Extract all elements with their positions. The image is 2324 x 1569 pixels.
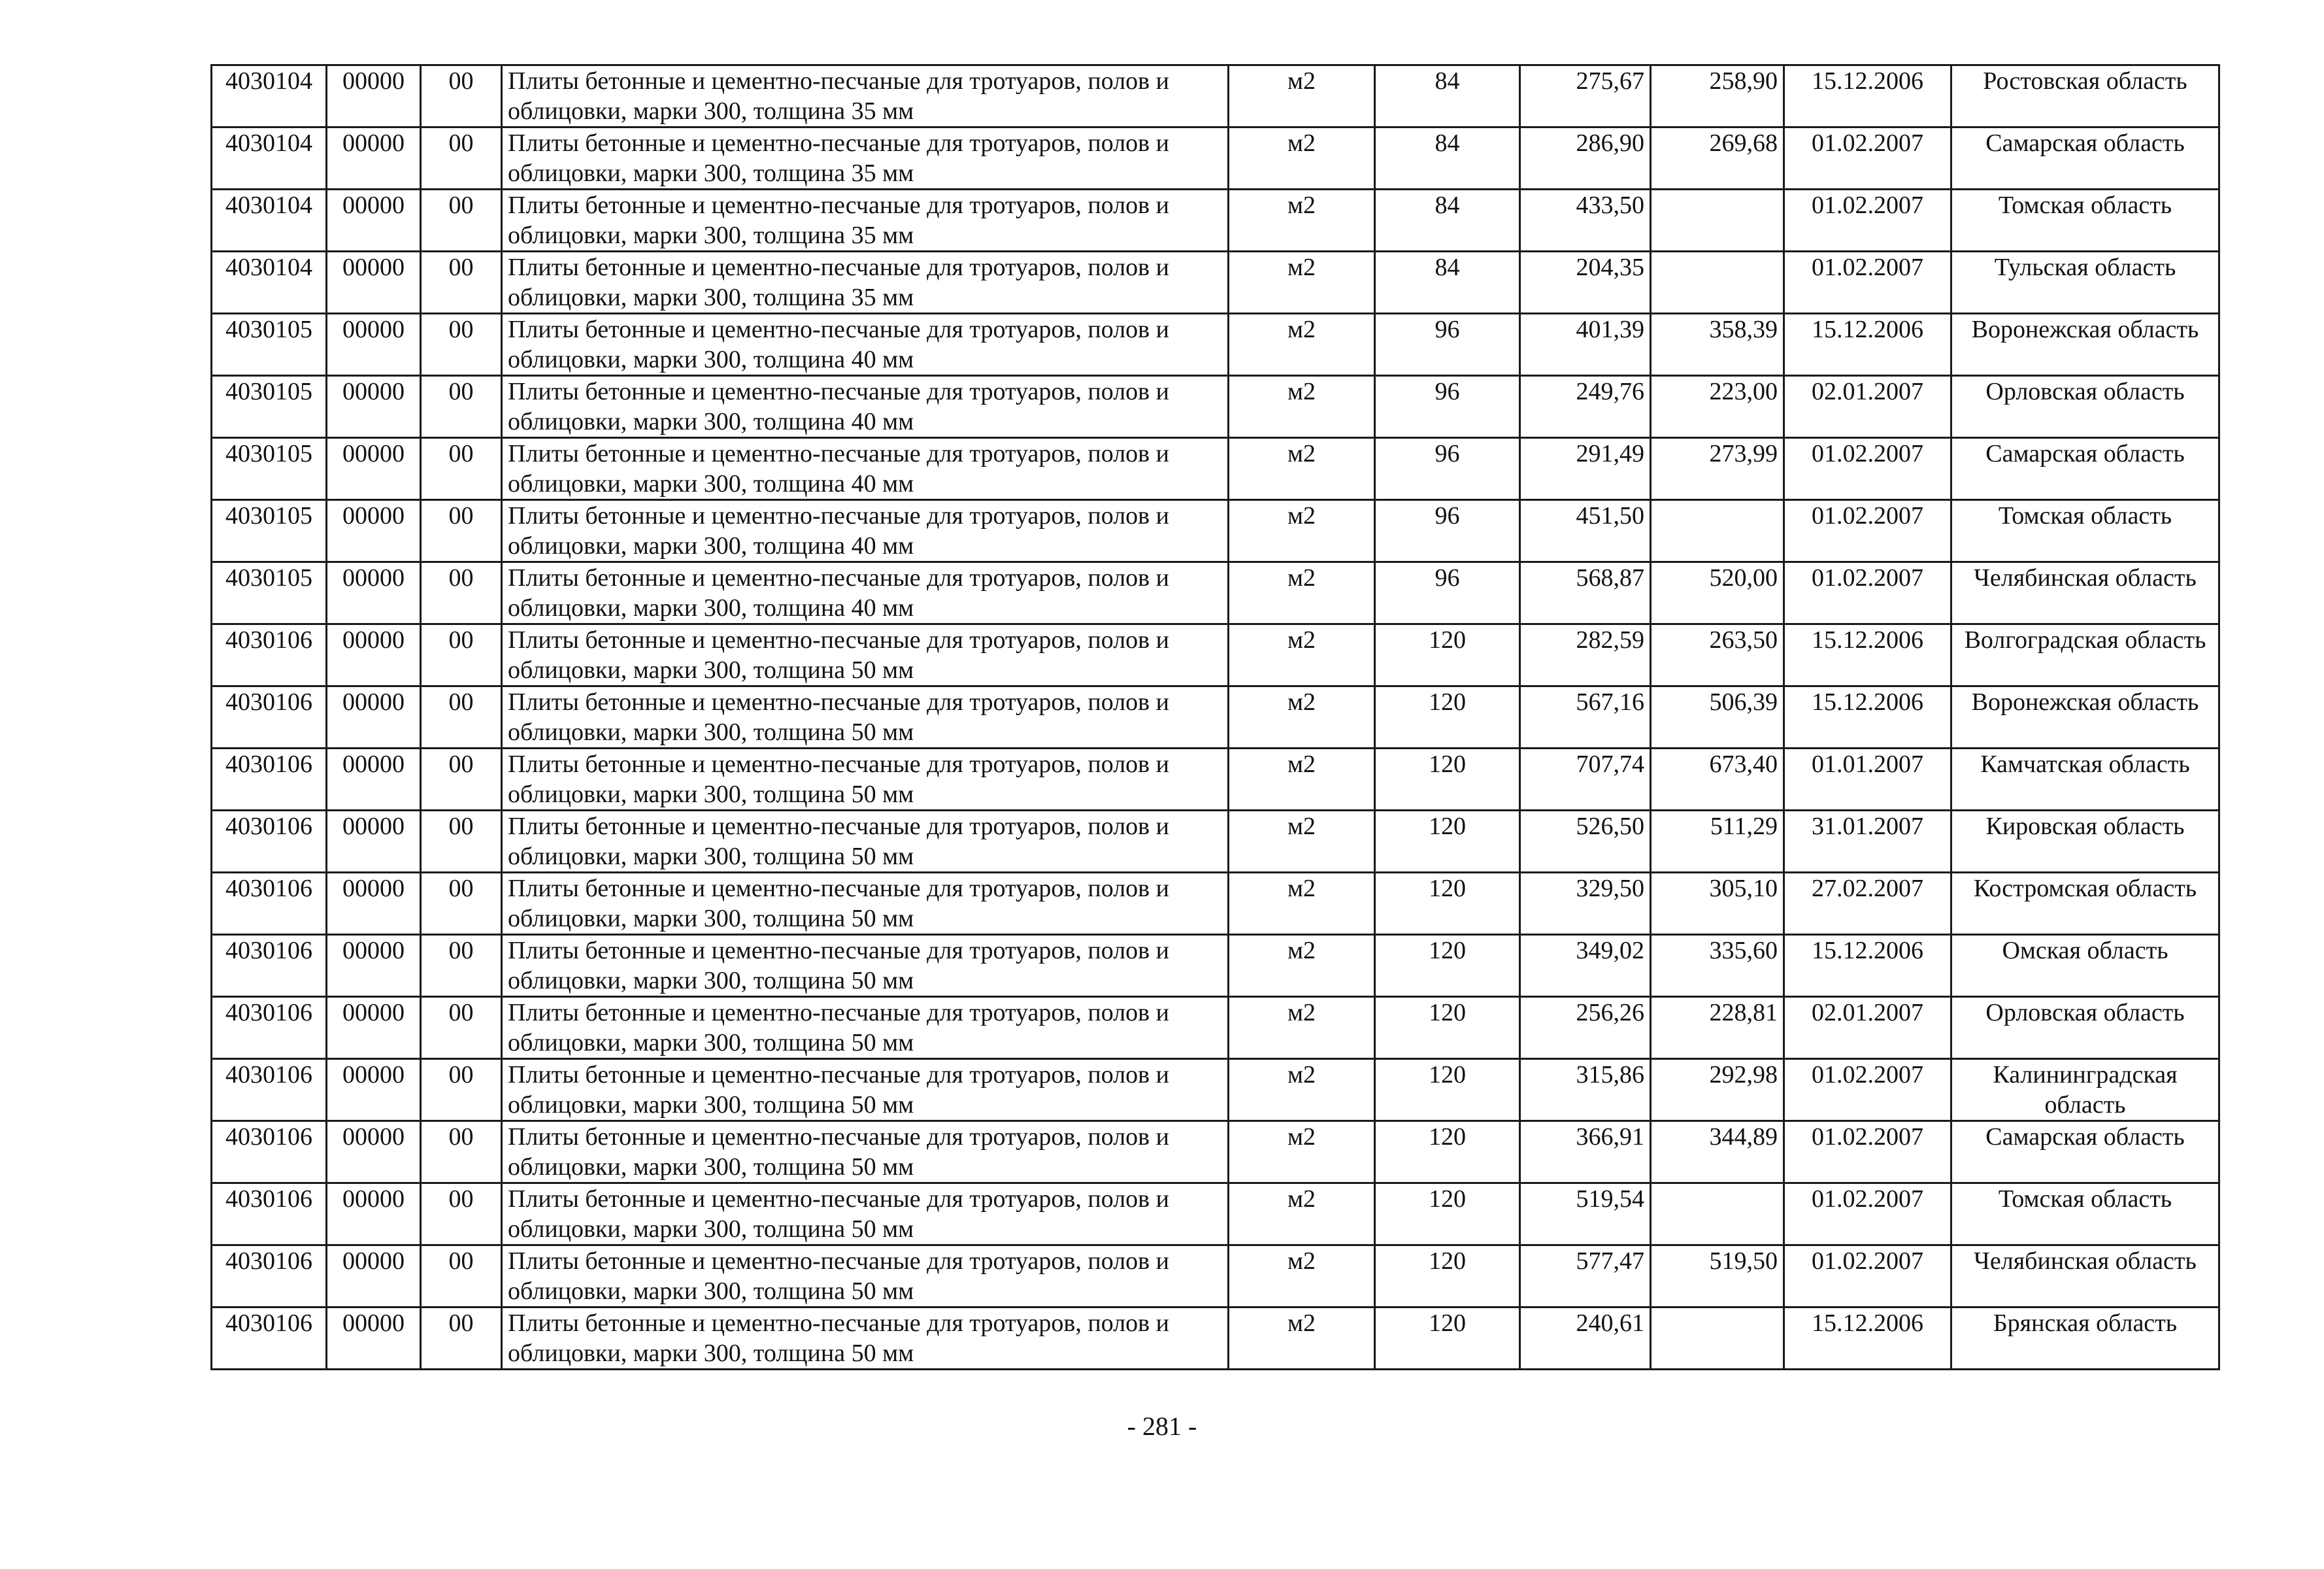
- region-cell: Томская область: [1951, 1183, 2219, 1245]
- region-cell: Самарская область: [1951, 127, 2219, 190]
- item-subcode-cell: 00000: [327, 935, 421, 997]
- item-subcode2-cell: 00: [421, 624, 502, 686]
- quantity-cell: 120: [1375, 624, 1520, 686]
- table-row: [212, 686, 2219, 749]
- quantity-cell: 84: [1375, 252, 1520, 314]
- item-code-cell: 4030105: [212, 314, 327, 376]
- price-cell: 275,67: [1520, 65, 1651, 127]
- item-subcode-cell: 00000: [327, 500, 421, 562]
- unit-cell: м2: [1229, 65, 1375, 127]
- quantity-cell: 120: [1375, 1121, 1520, 1183]
- date-cell: 15.12.2006: [1784, 65, 1951, 127]
- item-code-cell: 4030105: [212, 562, 327, 624]
- unit-cell: м2: [1229, 997, 1375, 1059]
- item-subcode2-cell: 00: [421, 500, 502, 562]
- item-code-cell: 4030105: [212, 438, 327, 500]
- item-subcode2-cell: 00: [421, 314, 502, 376]
- item-subcode2-cell: 00: [421, 1245, 502, 1308]
- date-cell: 01.02.2007: [1784, 1183, 1951, 1245]
- quantity-cell: 120: [1375, 1183, 1520, 1245]
- region-cell: Костромская область: [1951, 873, 2219, 935]
- price-without-vat-cell: [1651, 500, 1784, 562]
- table-row: [212, 438, 2219, 500]
- price-without-vat-cell: [1651, 1183, 1784, 1245]
- price-without-vat-cell: 263,50: [1651, 624, 1784, 686]
- unit-cell: м2: [1229, 127, 1375, 190]
- price-without-vat-cell: [1651, 252, 1784, 314]
- price-without-vat-cell: 335,60: [1651, 935, 1784, 997]
- item-code-cell: 4030105: [212, 500, 327, 562]
- price-without-vat-cell: 258,90: [1651, 65, 1784, 127]
- date-cell: 01.01.2007: [1784, 749, 1951, 811]
- item-code-cell: 4030106: [212, 1059, 327, 1121]
- table-row: [212, 749, 2219, 811]
- item-subcode-cell: 00000: [327, 1308, 421, 1370]
- unit-cell: м2: [1229, 252, 1375, 314]
- quantity-cell: 120: [1375, 997, 1520, 1059]
- unit-cell: м2: [1229, 314, 1375, 376]
- item-subcode-cell: 00000: [327, 686, 421, 749]
- item-code-cell: 4030106: [212, 1245, 327, 1308]
- description-cell: Плиты бетонные и цементно-песчаные для тротуаров, полов и облицовки, марки 300, толщина 50 мм: [502, 811, 1229, 873]
- unit-cell: м2: [1229, 1059, 1375, 1121]
- description-cell: Плиты бетонные и цементно-песчаные для тротуаров, полов и облицовки, марки 300, толщина 35 мм: [502, 190, 1229, 252]
- item-subcode-cell: 00000: [327, 127, 421, 190]
- price-without-vat-cell: 273,99: [1651, 438, 1784, 500]
- price-without-vat-cell: 228,81: [1651, 997, 1784, 1059]
- description-cell: Плиты бетонные и цементно-песчаные для тротуаров, полов и облицовки, марки 300, толщина 50 мм: [502, 997, 1229, 1059]
- quantity-cell: 84: [1375, 65, 1520, 127]
- region-cell: Калининградская область: [1951, 1059, 2219, 1121]
- date-cell: 01.02.2007: [1784, 438, 1951, 500]
- item-subcode2-cell: 00: [421, 811, 502, 873]
- item-subcode2-cell: 00: [421, 1183, 502, 1245]
- price-cell: 204,35: [1520, 252, 1651, 314]
- item-subcode-cell: 00000: [327, 624, 421, 686]
- region-cell: Воронежская область: [1951, 314, 2219, 376]
- item-subcode2-cell: 00: [421, 376, 502, 438]
- description-cell: Плиты бетонные и цементно-песчаные для тротуаров, полов и облицовки, марки 300, толщина 40 мм: [502, 500, 1229, 562]
- description-cell: Плиты бетонные и цементно-песчаные для тротуаров, полов и облицовки, марки 300, толщина 35 мм: [502, 252, 1229, 314]
- price-cell: 282,59: [1520, 624, 1651, 686]
- item-subcode-cell: 00000: [327, 873, 421, 935]
- price-cell: 568,87: [1520, 562, 1651, 624]
- price-without-vat-cell: 673,40: [1651, 749, 1784, 811]
- price-cell: 526,50: [1520, 811, 1651, 873]
- region-cell: Тульская область: [1951, 252, 2219, 314]
- date-cell: 01.02.2007: [1784, 500, 1951, 562]
- table-row: [212, 997, 2219, 1059]
- item-subcode2-cell: 00: [421, 686, 502, 749]
- table-row: [212, 314, 2219, 376]
- table-row: [212, 127, 2219, 190]
- price-cell: 707,74: [1520, 749, 1651, 811]
- table-row: [212, 65, 2219, 127]
- item-subcode2-cell: 00: [421, 127, 502, 190]
- price-cell: 256,26: [1520, 997, 1651, 1059]
- item-code-cell: 4030104: [212, 252, 327, 314]
- table-row: [212, 252, 2219, 314]
- item-code-cell: 4030106: [212, 1308, 327, 1370]
- region-cell: Волгоградская область: [1951, 624, 2219, 686]
- quantity-cell: 120: [1375, 811, 1520, 873]
- item-subcode2-cell: 00: [421, 997, 502, 1059]
- description-cell: Плиты бетонные и цементно-песчаные для тротуаров, полов и облицовки, марки 300, толщина 50 мм: [502, 935, 1229, 997]
- date-cell: 15.12.2006: [1784, 314, 1951, 376]
- unit-cell: м2: [1229, 1245, 1375, 1308]
- price-cell: 366,91: [1520, 1121, 1651, 1183]
- region-cell: Кировская область: [1951, 811, 2219, 873]
- description-cell: Плиты бетонные и цементно-песчаные для тротуаров, полов и облицовки, марки 300, толщина 50 мм: [502, 749, 1229, 811]
- unit-cell: м2: [1229, 562, 1375, 624]
- quantity-cell: 120: [1375, 1245, 1520, 1308]
- table-row: [212, 811, 2219, 873]
- description-cell: Плиты бетонные и цементно-песчаные для тротуаров, полов и облицовки, марки 300, толщина 50 мм: [502, 1059, 1229, 1121]
- table-row: [212, 1059, 2219, 1121]
- item-subcode2-cell: 00: [421, 190, 502, 252]
- price-cell: 329,50: [1520, 873, 1651, 935]
- description-cell: Плиты бетонные и цементно-песчаные для тротуаров, полов и облицовки, марки 300, толщина 40 мм: [502, 314, 1229, 376]
- item-code-cell: 4030106: [212, 749, 327, 811]
- date-cell: 01.02.2007: [1784, 562, 1951, 624]
- price-cell: 519,54: [1520, 1183, 1651, 1245]
- table-row: [212, 376, 2219, 438]
- unit-cell: м2: [1229, 500, 1375, 562]
- item-subcode-cell: 00000: [327, 997, 421, 1059]
- date-cell: 01.02.2007: [1784, 127, 1951, 190]
- item-subcode-cell: 00000: [327, 314, 421, 376]
- price-cell: 401,39: [1520, 314, 1651, 376]
- item-subcode-cell: 00000: [327, 1183, 421, 1245]
- unit-cell: м2: [1229, 935, 1375, 997]
- item-subcode-cell: 00000: [327, 65, 421, 127]
- item-subcode2-cell: 00: [421, 749, 502, 811]
- item-code-cell: 4030106: [212, 873, 327, 935]
- description-cell: Плиты бетонные и цементно-песчаные для тротуаров, полов и облицовки, марки 300, толщина 40 мм: [502, 376, 1229, 438]
- quantity-cell: 120: [1375, 873, 1520, 935]
- item-subcode-cell: 00000: [327, 1059, 421, 1121]
- date-cell: 01.02.2007: [1784, 252, 1951, 314]
- date-cell: 15.12.2006: [1784, 1308, 1951, 1370]
- region-cell: Челябинская область: [1951, 1245, 2219, 1308]
- price-cell: 315,86: [1520, 1059, 1651, 1121]
- quantity-cell: 96: [1375, 500, 1520, 562]
- price-table: [210, 64, 2220, 1370]
- region-cell: Самарская область: [1951, 438, 2219, 500]
- page-number: - 281 -: [1127, 1411, 1197, 1441]
- date-cell: 31.01.2007: [1784, 811, 1951, 873]
- description-cell: Плиты бетонные и цементно-песчаные для тротуаров, полов и облицовки, марки 300, толщина 50 мм: [502, 1308, 1229, 1370]
- table-body: [212, 65, 2219, 1370]
- unit-cell: м2: [1229, 686, 1375, 749]
- unit-cell: м2: [1229, 1183, 1375, 1245]
- item-subcode2-cell: 00: [421, 1121, 502, 1183]
- unit-cell: м2: [1229, 624, 1375, 686]
- region-cell: Воронежская область: [1951, 686, 2219, 749]
- item-code-cell: 4030106: [212, 811, 327, 873]
- unit-cell: м2: [1229, 1308, 1375, 1370]
- quantity-cell: 96: [1375, 314, 1520, 376]
- price-without-vat-cell: 519,50: [1651, 1245, 1784, 1308]
- description-cell: Плиты бетонные и цементно-песчаные для тротуаров, полов и облицовки, марки 300, толщина 40 мм: [502, 562, 1229, 624]
- item-subcode-cell: 00000: [327, 252, 421, 314]
- price-cell: 286,90: [1520, 127, 1651, 190]
- table-row: [212, 1308, 2219, 1370]
- item-code-cell: 4030106: [212, 1121, 327, 1183]
- unit-cell: м2: [1229, 749, 1375, 811]
- description-cell: Плиты бетонные и цементно-песчаные для тротуаров, полов и облицовки, марки 300, толщина 50 мм: [502, 624, 1229, 686]
- item-code-cell: 4030106: [212, 686, 327, 749]
- item-subcode-cell: 00000: [327, 190, 421, 252]
- region-cell: Томская область: [1951, 500, 2219, 562]
- item-subcode2-cell: 00: [421, 1059, 502, 1121]
- region-cell: Орловская область: [1951, 376, 2219, 438]
- item-code-cell: 4030106: [212, 1183, 327, 1245]
- price-cell: 291,49: [1520, 438, 1651, 500]
- region-cell: Самарская область: [1951, 1121, 2219, 1183]
- price-without-vat-cell: 292,98: [1651, 1059, 1784, 1121]
- region-cell: Брянская область: [1951, 1308, 2219, 1370]
- region-cell: Ростовская область: [1951, 65, 2219, 127]
- price-without-vat-cell: 344,89: [1651, 1121, 1784, 1183]
- item-subcode2-cell: 00: [421, 252, 502, 314]
- item-subcode2-cell: 00: [421, 562, 502, 624]
- quantity-cell: 120: [1375, 686, 1520, 749]
- description-cell: Плиты бетонные и цементно-песчаные для тротуаров, полов и облицовки, марки 300, толщина 50 мм: [502, 1245, 1229, 1308]
- region-cell: Томская область: [1951, 190, 2219, 252]
- item-subcode2-cell: 00: [421, 873, 502, 935]
- price-without-vat-cell: 269,68: [1651, 127, 1784, 190]
- description-cell: Плиты бетонные и цементно-песчаные для тротуаров, полов и облицовки, марки 300, толщина 50 мм: [502, 1183, 1229, 1245]
- price-cell: 577,47: [1520, 1245, 1651, 1308]
- item-code-cell: 4030105: [212, 376, 327, 438]
- item-code-cell: 4030104: [212, 127, 327, 190]
- unit-cell: м2: [1229, 1121, 1375, 1183]
- region-cell: Челябинская область: [1951, 562, 2219, 624]
- item-subcode2-cell: 00: [421, 1308, 502, 1370]
- price-without-vat-cell: 358,39: [1651, 314, 1784, 376]
- item-subcode-cell: 00000: [327, 1121, 421, 1183]
- item-subcode-cell: 00000: [327, 1245, 421, 1308]
- price-cell: 349,02: [1520, 935, 1651, 997]
- table-row: [212, 935, 2219, 997]
- unit-cell: м2: [1229, 438, 1375, 500]
- quantity-cell: 84: [1375, 127, 1520, 190]
- date-cell: 01.02.2007: [1784, 190, 1951, 252]
- item-subcode-cell: 00000: [327, 438, 421, 500]
- item-subcode-cell: 00000: [327, 376, 421, 438]
- price-cell: 249,76: [1520, 376, 1651, 438]
- date-cell: 27.02.2007: [1784, 873, 1951, 935]
- price-without-vat-cell: 223,00: [1651, 376, 1784, 438]
- item-code-cell: 4030106: [212, 935, 327, 997]
- region-cell: Камчатская область: [1951, 749, 2219, 811]
- price-cell: 240,61: [1520, 1308, 1651, 1370]
- table-row: [212, 190, 2219, 252]
- item-code-cell: 4030104: [212, 190, 327, 252]
- unit-cell: м2: [1229, 376, 1375, 438]
- quantity-cell: 96: [1375, 562, 1520, 624]
- item-code-cell: 4030104: [212, 65, 327, 127]
- quantity-cell: 96: [1375, 376, 1520, 438]
- unit-cell: м2: [1229, 811, 1375, 873]
- description-cell: Плиты бетонные и цементно-песчаные для тротуаров, полов и облицовки, марки 300, толщина 40 мм: [502, 438, 1229, 500]
- item-subcode2-cell: 00: [421, 438, 502, 500]
- quantity-cell: 120: [1375, 749, 1520, 811]
- unit-cell: м2: [1229, 873, 1375, 935]
- price-without-vat-cell: 305,10: [1651, 873, 1784, 935]
- item-subcode2-cell: 00: [421, 65, 502, 127]
- date-cell: 15.12.2006: [1784, 686, 1951, 749]
- description-cell: Плиты бетонные и цементно-песчаные для тротуаров, полов и облицовки, марки 300, толщина 35 мм: [502, 65, 1229, 127]
- price-cell: 433,50: [1520, 190, 1651, 252]
- price-cell: 451,50: [1520, 500, 1651, 562]
- price-without-vat-cell: 506,39: [1651, 686, 1784, 749]
- item-subcode-cell: 00000: [327, 562, 421, 624]
- description-cell: Плиты бетонные и цементно-песчаные для тротуаров, полов и облицовки, марки 300, толщина 35 мм: [502, 127, 1229, 190]
- date-cell: 01.02.2007: [1784, 1121, 1951, 1183]
- table-row: [212, 500, 2219, 562]
- table-row: [212, 1121, 2219, 1183]
- date-cell: 15.12.2006: [1784, 624, 1951, 686]
- region-cell: Омская область: [1951, 935, 2219, 997]
- item-code-cell: 4030106: [212, 624, 327, 686]
- table-row: [212, 1245, 2219, 1308]
- quantity-cell: 84: [1375, 190, 1520, 252]
- description-cell: Плиты бетонные и цементно-песчаные для тротуаров, полов и облицовки, марки 300, толщина 50 мм: [502, 1121, 1229, 1183]
- date-cell: 01.02.2007: [1784, 1059, 1951, 1121]
- item-subcode2-cell: 00: [421, 935, 502, 997]
- date-cell: 15.12.2006: [1784, 935, 1951, 997]
- price-without-vat-cell: [1651, 190, 1784, 252]
- table-row: [212, 562, 2219, 624]
- item-code-cell: 4030106: [212, 997, 327, 1059]
- item-subcode-cell: 00000: [327, 811, 421, 873]
- quantity-cell: 96: [1375, 438, 1520, 500]
- quantity-cell: 120: [1375, 935, 1520, 997]
- table-row: [212, 1183, 2219, 1245]
- date-cell: 02.01.2007: [1784, 376, 1951, 438]
- price-without-vat-cell: 511,29: [1651, 811, 1784, 873]
- description-cell: Плиты бетонные и цементно-песчаные для тротуаров, полов и облицовки, марки 300, толщина 50 мм: [502, 686, 1229, 749]
- date-cell: 02.01.2007: [1784, 997, 1951, 1059]
- quantity-cell: 120: [1375, 1059, 1520, 1121]
- item-subcode-cell: 00000: [327, 749, 421, 811]
- table-row: [212, 624, 2219, 686]
- price-without-vat-cell: 520,00: [1651, 562, 1784, 624]
- description-cell: Плиты бетонные и цементно-песчаные для тротуаров, полов и облицовки, марки 300, толщина 50 мм: [502, 873, 1229, 935]
- quantity-cell: 120: [1375, 1308, 1520, 1370]
- region-cell: Орловская область: [1951, 997, 2219, 1059]
- unit-cell: м2: [1229, 190, 1375, 252]
- date-cell: 01.02.2007: [1784, 1245, 1951, 1308]
- price-without-vat-cell: [1651, 1308, 1784, 1370]
- table-row: [212, 873, 2219, 935]
- price-cell: 567,16: [1520, 686, 1651, 749]
